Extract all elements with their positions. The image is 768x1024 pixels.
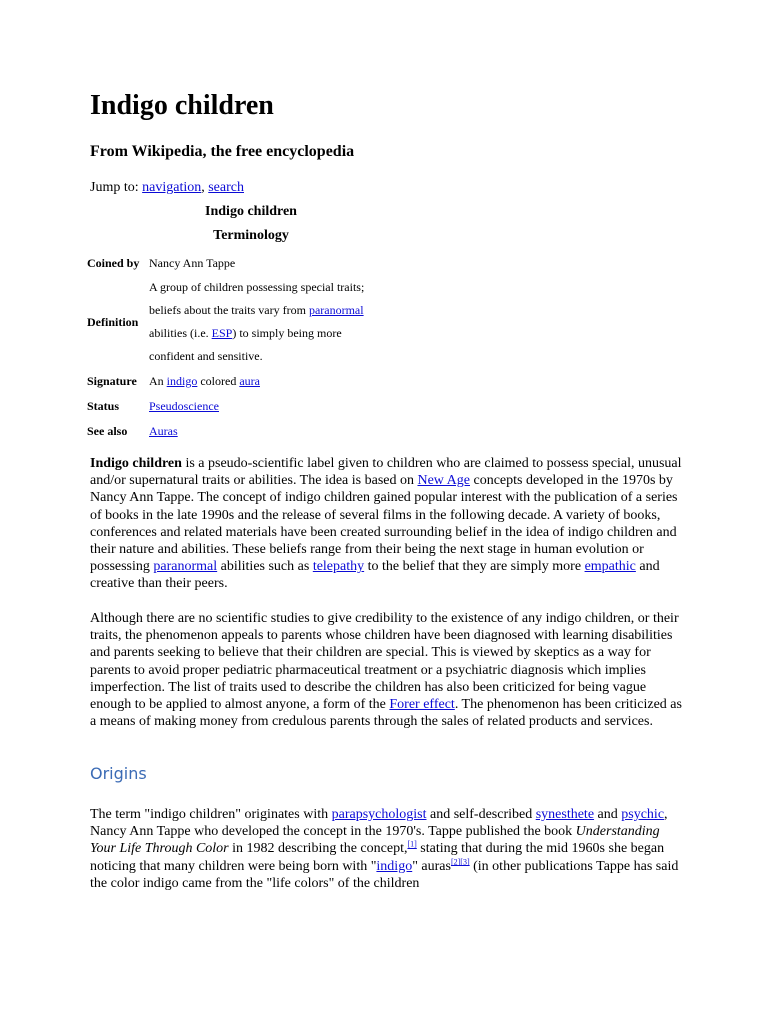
paragraph-text: . The phenomenon has been criticized as a means of making money from credulous parents through the sales of related products and services.	[90, 697, 682, 730]
definition-text: ) to simply being more	[232, 326, 342, 340]
psychic-link[interactable]: psychic	[621, 807, 665, 822]
paragraph-text: is a pseudo-scientific label given to children who are claimed to possess special, unusual and/or supernatural traits or abilities. The idea is based on	[90, 456, 682, 489]
infobox-key: Definition	[87, 314, 139, 329]
book-title: Understanding Your Life Through Color	[90, 824, 660, 857]
section-heading-origins: Origins	[90, 764, 147, 783]
reference-link[interactable]: [2][3]	[450, 856, 470, 866]
bold-term: Indigo children	[90, 456, 182, 471]
paragraph-text: to the belief that they are simply more	[364, 559, 585, 575]
paragraph-text: concepts developed in the 1970s by Nancy Ann Tappe. The concept of indigo children gained popular interest with the publication of a series of books in the late 1990s and the release of several films in the following decade. A variety of books, conferences and related materials have been created surrounding belief in the idea of indigo children and their nature and abilities. These beliefs range from their being the next stage in human evolution or possessing	[90, 473, 678, 575]
definition-text: abilities (i.e.	[149, 326, 209, 340]
jump-navigation-link[interactable]: navigation	[142, 180, 202, 195]
paragraph-text: The term "indigo children" originates with	[90, 807, 332, 822]
infobox-row-see-also	[86, 419, 406, 443]
infobox-row-signature	[86, 369, 406, 394]
infobox-key: Status	[87, 399, 120, 413]
aura-link[interactable]: aura	[239, 374, 260, 388]
infobox-key: See also	[87, 423, 128, 438]
paragraph-text: , Nancy Ann Tappe who developed the concept in the 1970's. Tappe published the book	[90, 807, 668, 840]
paragraph-text: in 1982 describing the concept,	[228, 841, 408, 857]
reference-link[interactable]: [1]	[407, 839, 417, 849]
signature-text: colored	[200, 374, 237, 388]
page-title: Indigo children	[90, 90, 274, 121]
infobox-value	[149, 399, 399, 414]
esp-link[interactable]: ESP	[211, 326, 233, 340]
infobox-value: Nancy Ann Tappe	[149, 255, 236, 270]
definition-line	[149, 299, 399, 322]
telepathy-link[interactable]: telepathy	[312, 559, 365, 575]
parapsychologist-link[interactable]: parapsychologist	[331, 807, 427, 822]
infobox	[86, 202, 406, 443]
paragraph-text: " auras	[412, 858, 451, 874]
jump-separator: ,	[201, 180, 205, 195]
signature-text: An	[149, 374, 164, 388]
paragraph-text: and	[594, 807, 622, 822]
definition-line: A group of children possessing special traits;	[149, 280, 365, 294]
indigo-link[interactable]: indigo	[376, 858, 413, 874]
paragraph-text: (in other publications Tappe has said the color indigo came from the "life colors" of the children	[90, 858, 679, 891]
page-subtitle: From Wikipedia, the free encyclopedia	[90, 143, 355, 160]
paragraph-text: Although there are no scientific studies to give credibility to the existence of any indigo children, or their traits, the phenomenon appeals to parents whose children have been diagnosed with learning disabilities and parents seeking to believe that their children are special. This is viewed by skeptics as a way for parents to avoid proper pediatric pharmaceutical treatment or a psychiatric diagnosis which implies imperfection. The list of traits used to describe the children has also been criticized for being vague enough to be applied to almost anyone, a form of the	[90, 611, 679, 713]
infobox-row-coined-by	[86, 251, 406, 275]
infobox-key: Signature	[87, 374, 137, 388]
intro-paragraph	[90, 455, 682, 593]
forer-effect-link[interactable]: Forer effect	[389, 697, 455, 713]
pseudoscience-link[interactable]: Pseudoscience	[149, 399, 219, 413]
auras-link[interactable]: Auras	[149, 423, 178, 438]
origins-paragraph	[90, 806, 682, 892]
empathic-link[interactable]: empathic	[584, 559, 636, 575]
indigo-link[interactable]: indigo	[166, 374, 198, 388]
definition-line	[149, 322, 399, 345]
new-age-link[interactable]: New Age	[417, 473, 470, 489]
paragraph-text: and creative than their peers.	[90, 559, 660, 592]
infobox-value	[149, 374, 399, 389]
definition-text: beliefs about the traits vary from	[149, 303, 306, 317]
infobox-row-definition	[86, 275, 406, 369]
paragraph-text: stating that during the mid 1960s she began noticing that many children were being born with "	[90, 841, 665, 874]
paragraph-text: and self-described	[426, 807, 536, 822]
jump-to-label: Jump to:	[90, 180, 139, 195]
infobox-subtitle: Terminology	[213, 228, 289, 243]
synesthete-link[interactable]: synesthete	[535, 807, 595, 822]
jump-search-link[interactable]: search	[208, 180, 244, 195]
infobox-title: Indigo children	[205, 204, 297, 219]
infobox-row-status	[86, 394, 406, 419]
infobox-key: Coined by	[87, 255, 140, 270]
paragraph-text: abilities such as	[217, 559, 313, 575]
jump-to-bar	[90, 180, 244, 196]
criticism-paragraph	[90, 610, 682, 730]
paranormal-link[interactable]: paranormal	[153, 559, 218, 575]
infobox-value	[149, 276, 399, 368]
paranormal-link[interactable]: paranormal	[308, 303, 364, 317]
definition-line: confident and sensitive.	[149, 349, 263, 363]
infobox-value	[149, 424, 399, 439]
